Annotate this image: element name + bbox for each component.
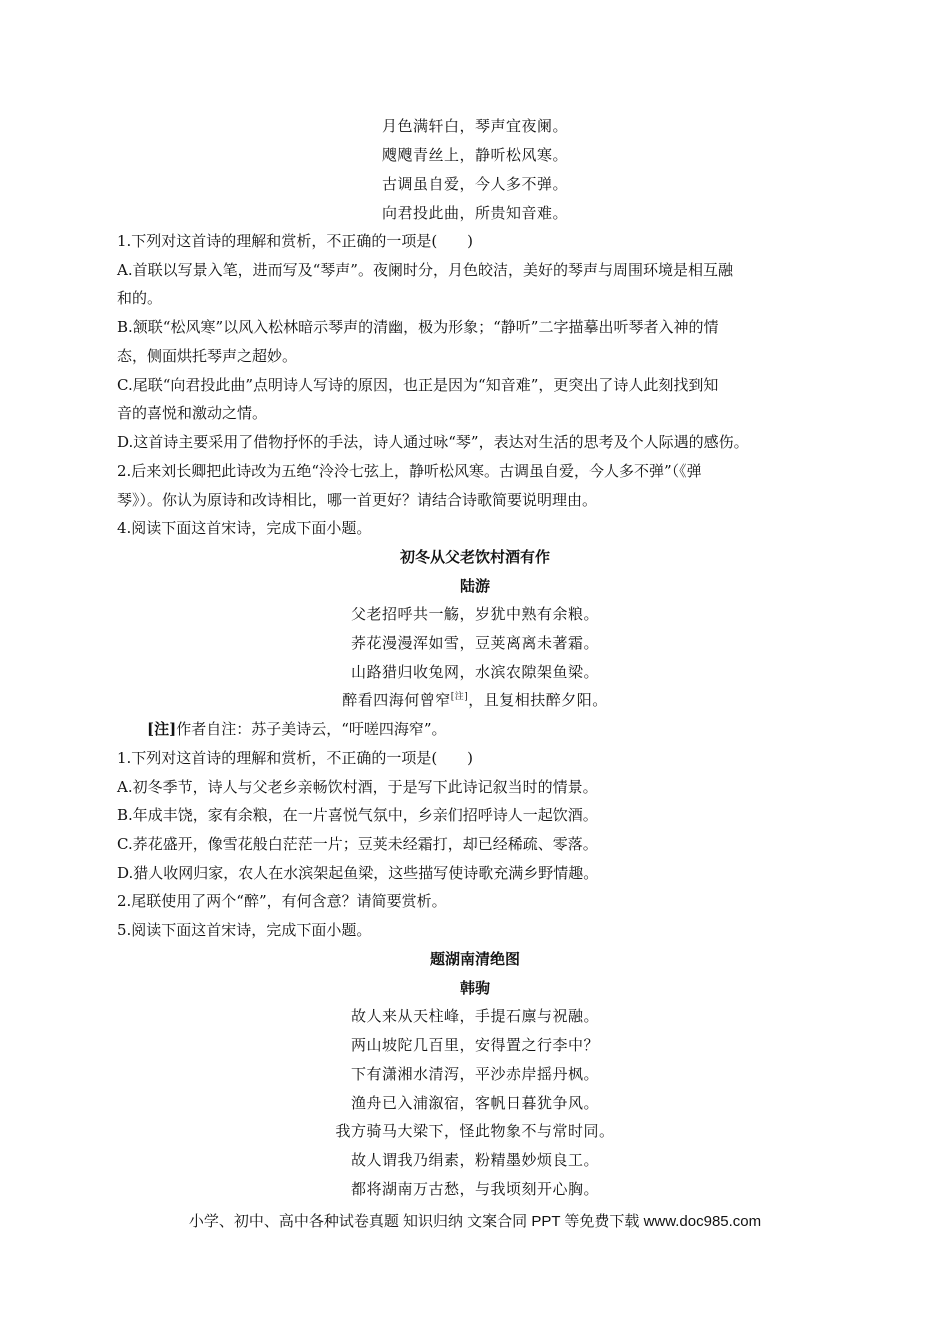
poem-line: 父老招呼共一觞，岁犹中熟有余粮。: [350, 605, 599, 623]
footnote: [147, 719, 447, 739]
poem-line-part: 醉看四海何曾窄: [342, 691, 451, 709]
option-a: A.初冬季节，诗人与父老乡亲畅饮村酒，于是写下此诗记叙当时的情景。: [117, 778, 598, 796]
option-c-cont: 音的喜悦和激动之情。: [117, 404, 268, 422]
option-c: C.荞花盛开，像雪花般白茫茫一片；豆荚未经霜打，却已经稀疏、零落。: [117, 835, 598, 853]
option-a: A.首联以写景入笔，进而写及“琴声”。夜阑时分，月色皎洁，美好的琴声与周围环境是相互融: [117, 261, 733, 279]
question-intro: 4.阅读下面这首宋诗，完成下面小题。: [117, 519, 372, 537]
question-prompt: 1.下列对这首诗的理解和赏析，不正确的一项是( ): [117, 232, 474, 250]
poem-author: 韩驹: [459, 979, 490, 997]
footnote-label: [注]: [147, 720, 177, 738]
poem-line: 两山坡陀几百里，安得置之行李中？: [350, 1036, 599, 1054]
footnote-marker: [注]: [450, 692, 469, 702]
poem-line: 都将湖南万古愁，与我顷刻开心胸。: [350, 1180, 599, 1198]
poem-line: 向君投此曲，所贵知音难。: [381, 204, 568, 222]
question-prompt: 1.下列对这首诗的理解和赏析，不正确的一项是( ): [117, 749, 474, 767]
option-b-cont: 态，侧面烘托琴声之超妙。: [117, 347, 298, 365]
footnote-text: 作者自注：苏子美诗云，“吁嗟四海窄”。: [176, 720, 447, 738]
poem-line: 故人谓我乃绢素，粉精墨妙烦良工。: [350, 1151, 599, 1169]
poem-line: 飕飕青丝上，静听松风寒。: [381, 146, 568, 164]
question-intro: 5.阅读下面这首宋诗，完成下面小题。: [117, 921, 372, 939]
poem-line-part: ，且复相扶醉夕阳。: [468, 691, 608, 709]
poem-title: 初冬从父老饮村酒有作: [399, 548, 550, 566]
poem-line: 我方骑马大梁下，怪此物象不与常时同。: [335, 1122, 615, 1140]
option-c: C.尾联“向君投此曲”点明诗人写诗的原因，也正是因为“知音难”，更突出了诗人此刻找到知: [117, 376, 719, 394]
option-b: B.年成丰饶，家有余粮，在一片喜悦气氛中，乡亲们招呼诗人一起饮酒。: [117, 806, 598, 824]
question-prompt: 2.后来刘长卿把此诗改为五绝“泠泠七弦上，静听松风寒。古调虽自爱，今人多不弹”（《弹: [117, 462, 702, 480]
poem-line: 月色满轩白，琴声宜夜阑。: [381, 117, 568, 135]
poem-line: 古调虽自爱，今人多不弹。: [381, 175, 568, 193]
page-footer: 小学、初中、高中各种试卷真题 知识归纳 文案合同 PPT 等免费下载 www.doc985.com: [188, 1213, 762, 1230]
option-d: D.猎人收网归家，农人在水滨架起鱼梁，这些描写使诗歌充满乡野情趣。: [117, 864, 599, 882]
question-prompt-cont: 琴》）。你认为原诗和改诗相比，哪一首更好？请结合诗歌简要说明理由。: [117, 491, 598, 509]
poem-line: 山路猎归收兔网，水滨农隙架鱼梁。: [350, 663, 599, 681]
option-d: D.这首诗主要采用了借物抒怀的手法，诗人通过咏“琴”，表达对生活的思考及个人际遇的感伤。: [117, 433, 749, 451]
option-b: B.颔联“松风寒”以风入松林暗示琴声的清幽，极为形象；“静听”二字描摹出听琴者入神的情: [117, 318, 719, 336]
poem-line: 故人来从天柱峰，手提石廪与祝融。: [350, 1007, 599, 1025]
poem-title: 题湖南清绝图: [429, 950, 520, 968]
poem-line: 下有潇湘水清泻，平沙赤岸摇丹枫。: [350, 1065, 599, 1083]
poem-author: 陆游: [459, 577, 490, 595]
poem-line: 渔舟已入浦溆宿，客帆日暮犹争风。: [350, 1094, 599, 1112]
option-a-cont: 和的。: [117, 289, 163, 307]
question-prompt: 2.尾联使用了两个“醉”，有何含意？请简要赏析。: [117, 892, 447, 910]
poem-line: [0, 690, 950, 710]
poem-line: 荞花漫漫浑如雪，豆荚离离未著霜。: [350, 634, 599, 652]
